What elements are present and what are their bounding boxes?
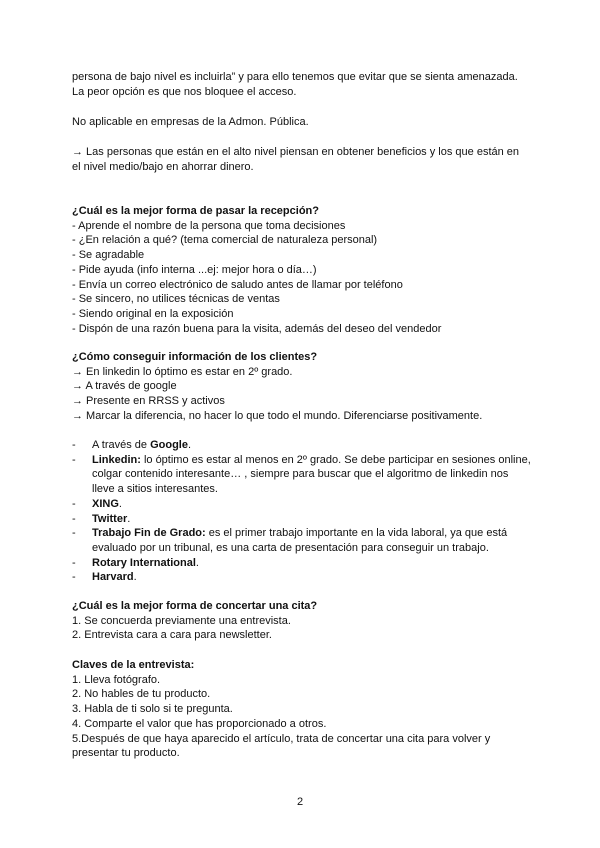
list-item: - ¿En relación a qué? (tema comercial de naturaleza personal) (72, 234, 378, 247)
levels-line: → Las personas que están en el alto nivel piensan en obtener beneficios y los que están en (72, 146, 520, 158)
list-item: - Envía un correo electrónico de saludo antes de llamar por teléfono (72, 278, 403, 291)
list-item: → Presente en RRSS y activos (72, 395, 225, 408)
item-bold: Google (150, 439, 188, 451)
list-item (72, 526, 534, 555)
levels-paragraph (72, 145, 534, 174)
list-item: → En linkedin lo óptimo es estar en 2º grado. (72, 365, 293, 378)
item-text: es el primer trabajo importante en la vida laboral, ya que está evaluado por un tribunal, es una carta de presentación para conseguir un trabajo. (92, 527, 508, 554)
list-item: - Se agradable (72, 249, 145, 262)
interview-section (72, 658, 534, 761)
section-heading: Claves de la entrevista: (72, 659, 195, 671)
list-item: - Aprende el nombre de la persona que toma decisiones (72, 219, 346, 232)
item-text: . (133, 571, 137, 584)
appointment-section (72, 599, 534, 643)
list-item (72, 512, 534, 527)
list-item: → A través de google (72, 380, 177, 393)
section-heading: ¿Cómo conseguir información de los clientes? (72, 351, 318, 363)
dash-bullet: - (72, 439, 76, 451)
dash-bullet: - (72, 497, 76, 510)
dash-bullet: - (72, 512, 76, 525)
item-text: . (195, 556, 199, 569)
item-bold: Linkedin: (92, 453, 141, 466)
list-item: - Siendo original en la exposición (72, 307, 234, 320)
list-item: 1. Se concuerda previamente una entrevista. (72, 614, 291, 627)
intro-line: La peor opción es que nos bloquee el acceso. (72, 85, 297, 98)
item-text: lo óptimo es estar al menos en 2º grado. Se debe participar en sesiones online, colgar contenido interesante… , siempre para buscar que el algoritmo de linkedin nos lleve a sitios interesantes. (92, 453, 531, 496)
list-item: - Se sincero, no utilices técnicas de ventas (72, 293, 280, 306)
dash-bullet: - (72, 556, 76, 569)
section-heading: ¿Cuál es la mejor forma de concertar una cita? (72, 600, 318, 612)
list-item: presentar tu producto. (72, 747, 180, 760)
list-item (72, 556, 534, 571)
list-item: 2. No hables de tu producto. (72, 688, 211, 701)
clients-section (72, 350, 534, 424)
item-bold: Rotary International (92, 556, 196, 569)
levels-line: el nivel medio/bajo en ahorrar dinero. (72, 160, 254, 173)
item-bold: Trabajo Fin de Grado: (92, 527, 206, 540)
section-heading: ¿Cuál es la mejor forma de pasar la recepción? (72, 205, 319, 217)
list-item: - Pide ayuda (info interna ...ej: mejor hora o día…) (72, 263, 317, 276)
dash-bullet: - (72, 527, 76, 540)
intro-paragraph (72, 70, 534, 99)
sources-list (72, 438, 534, 585)
list-item: → Marcar la diferencia, no hacer lo que todo el mundo. Diferenciarse positivamente. (72, 409, 483, 422)
note-text: No aplicable en empresas de la Admon. Pública. (72, 116, 309, 128)
dash-bullet: - (72, 571, 76, 584)
page-number: 2 (296, 796, 304, 808)
intro-line: persona de bajo nivel es incluirla” y para ello tenemos que evitar que se sienta amenazada. (72, 71, 518, 83)
item-text: A través de (92, 439, 151, 451)
reception-section (72, 204, 534, 336)
item-text: . (127, 512, 131, 525)
public-admin-note (72, 115, 534, 130)
list-item: 4. Comparte el valor que has proporcionado a otros. (72, 717, 327, 730)
item-text: . (187, 439, 192, 451)
list-item: 2. Entrevista cara a cara para newsletter. (72, 629, 272, 642)
list-item: 1. Lleva fotógrafo. (72, 673, 161, 686)
list-item: 3. Habla de ti solo si te pregunta. (72, 703, 233, 716)
list-item (72, 570, 534, 585)
list-item (72, 497, 534, 512)
dash-bullet: - (72, 453, 76, 466)
list-item (72, 438, 534, 453)
list-item: - Dispón de una razón buena para la visita, además del deseo del vendedor (72, 322, 442, 335)
list-item (72, 453, 534, 497)
item-text: . (118, 497, 122, 510)
item-bold: XING (92, 497, 119, 510)
list-item: 5.Después de que haya aparecido el artículo, trata de concertar una cita para volver y (72, 732, 491, 745)
item-bold: Twitter (92, 512, 128, 525)
item-bold: Harvard (92, 571, 134, 584)
